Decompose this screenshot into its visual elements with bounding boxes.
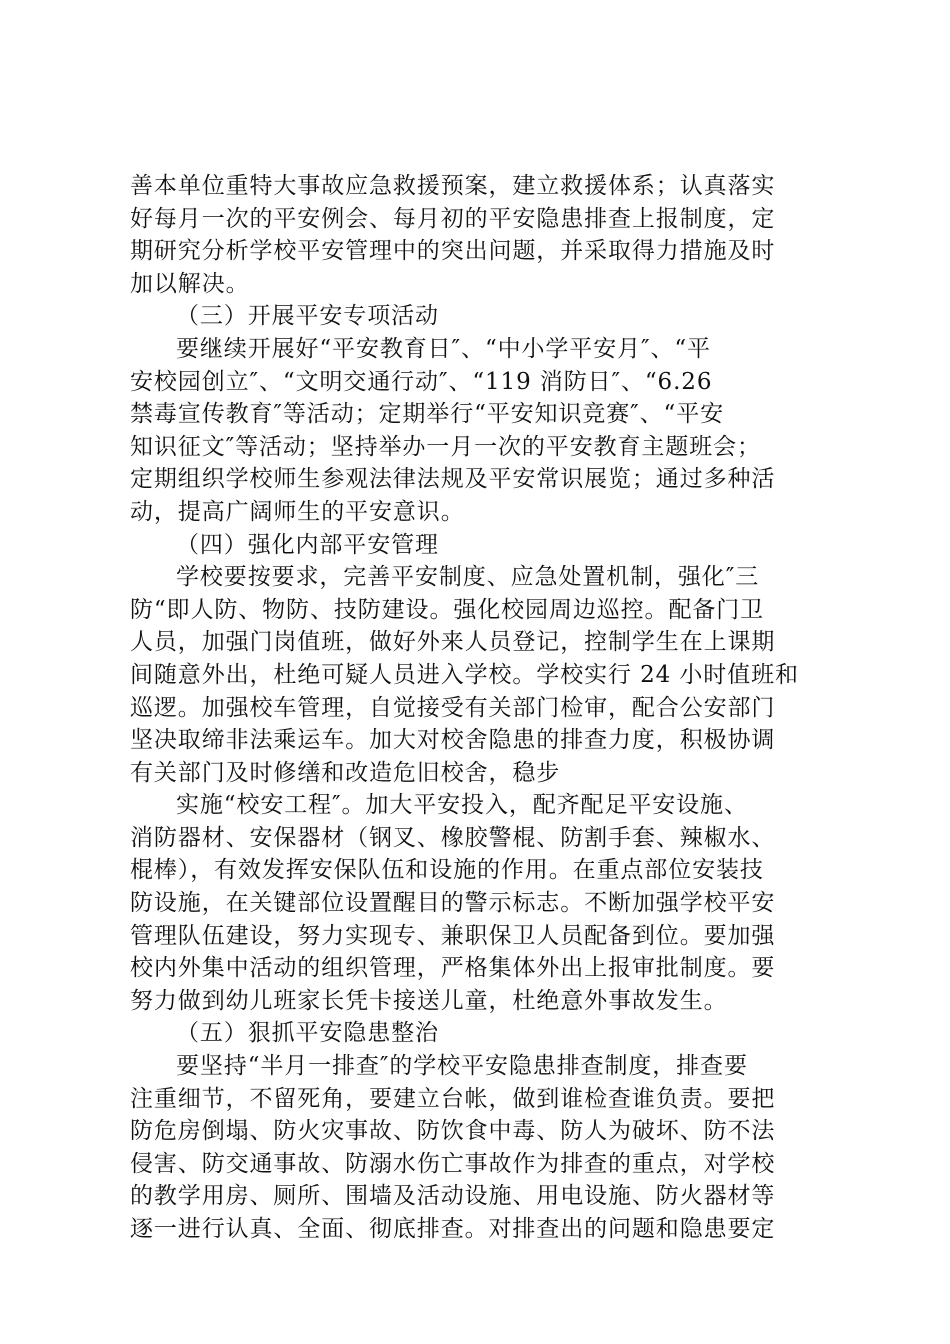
text-line: 防危房倒塌、防火灾事故、防饮食中毒、防人为破坏、防不法 [130, 1118, 776, 1145]
text-line: （四）强化内部平安管理 [176, 531, 439, 558]
text-line: 要坚持“半月一排查″的学校平安隐患排查制度，排查要 [176, 1053, 748, 1080]
text-line: 注重细节，不留死角，要建立台帐，做到谁检查谁负责。要把 [130, 1085, 776, 1112]
text-line: 棍棒），有效发挥安保队伍和设施的作用。在重点部位安装技 [130, 857, 764, 884]
text-line: 人员，加强门岗值班，做好外来人员登记，控制学生在上课期 [130, 629, 776, 656]
text-line: （三）开展平安专项活动 [176, 303, 439, 330]
text-line: 期研究分析学校平安管理中的突出问题，并采取得力措施及时 [130, 238, 776, 265]
text-line: 善本单位重特大事故应急救援预案，建立救援体系；认真落实 [130, 173, 776, 199]
text-line: 消防器材、安保器材（钢叉、橡胶警棍、防割手套、辣椒水、 [130, 824, 776, 851]
text-line: 间随意外出，杜绝可疑人员进入学校。学校实行 24 小时值班和 [130, 661, 799, 688]
text-line: 努力做到幼儿班家长凭卡接送儿童，杜绝意外事故发生。 [130, 987, 728, 1014]
text-line: 禁毒宣传教育″等活动；定期举行“平安知识竞赛″、“平安 [130, 401, 724, 428]
text-line: 防“即人防、物防、技防建设。强化校园周边巡控。配备门卫 [130, 596, 765, 623]
text-line: 的教学用房、厕所、围墙及活动设施、用电设施、防火器材等 [130, 1183, 776, 1210]
text-line: 逐一进行认真、全面、彻底排查。对排查出的问题和隐患要定 [130, 1216, 776, 1242]
text-line: 安校园创立″、“文明交通行动″、“119 消防日″、“6.26 [130, 368, 713, 395]
text-line: 有关部门及时修缮和改造危旧校舍，稳步 [130, 759, 561, 786]
text-line: 侵害、防交通事故、防溺水伤亡事故作为排查的重点，对学校 [130, 1150, 776, 1177]
text-line: 要继续开展好“平安教育日″、“中小学平安月″、“平 [176, 335, 711, 362]
text-line: 动，提高广阔师生的平安意识。 [130, 498, 465, 525]
text-line: 加以解决。 [130, 270, 250, 297]
text-line: 定期组织学校师生参观法律法规及平安常识展览；通过多种活 [130, 466, 776, 493]
text-line: 校内外集中活动的组织管理，严格集体外出上报审批制度。要 [130, 955, 776, 982]
text-line: （五）狠抓平安隐患整治 [176, 1020, 439, 1047]
text-line: 巡逻。加强校车管理，自觉接受有关部门检审，配合公安部门 [130, 694, 776, 721]
text-line: 学校要按要求，完善平安制度、应急处置机制，强化″三 [176, 564, 760, 591]
text-line: 实施“校安工程″。加大平安投入，配齐配足平安设施、 [176, 792, 748, 819]
text-line: 防设施，在关键部位设置醒目的警示标志。不断加强学校平安 [130, 890, 776, 917]
text-line: 知识征文″等活动；坚持举办一月一次的平安教育主题班会； [130, 433, 761, 460]
document-page [130, 170, 820, 1246]
text-line: 管理队伍建设，努力实现专、兼职保卫人员配备到位。要加强 [130, 922, 776, 949]
text-line: 好每月一次的平安例会、每月初的平安隐患排查上报制度，定 [130, 205, 776, 232]
text-line: 坚决取缔非法乘运车。加大对校舍隐患的排查力度，积极协调 [130, 727, 776, 754]
